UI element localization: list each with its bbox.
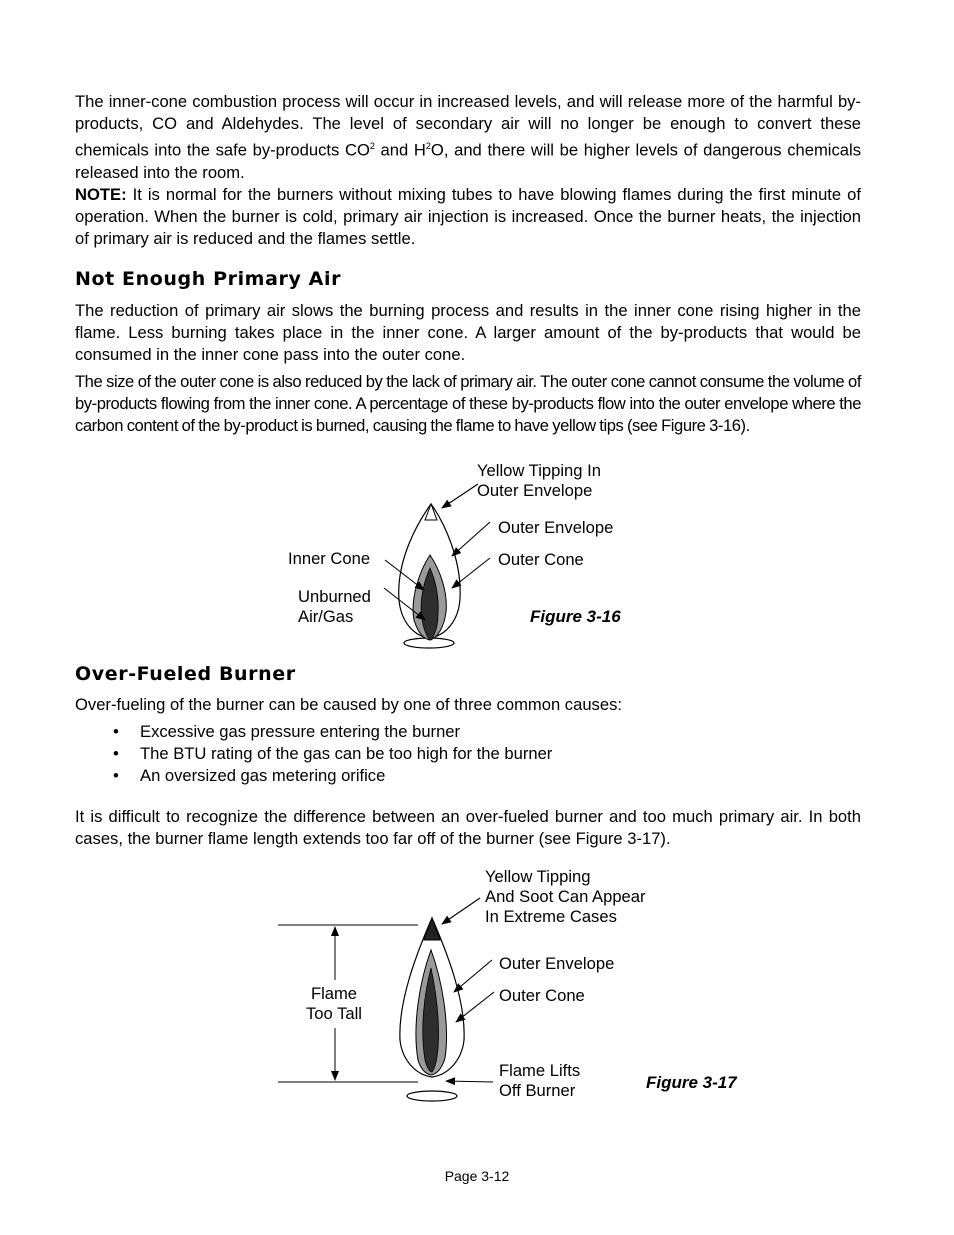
fig17-label-yellow-tipping-soot: Yellow Tipping And Soot Can Appear In Extreme Cases — [485, 867, 646, 926]
figure-3-17-caption: Figure 3-17 — [646, 1073, 737, 1092]
note-paragraph: NOTE: It is normal for the burners without mixing tubes to have blowing flames during the first minute of operation. When the burner is cold, primary air injection is increased. Once the burner heats, the injection of primary air is reduced and the flames settle. — [75, 185, 861, 248]
section2-intro-paragraph: Over-fueling of the burner can be caused by one of three common causes: — [75, 695, 622, 714]
fig16-label-outer-envelope: Outer Envelope — [498, 518, 614, 537]
section-heading-over-fueled-burner: Over-Fueled Burner — [75, 663, 296, 685]
fig17-label-flame-too-tall: Flame Too Tall — [306, 984, 362, 1023]
note-label: NOTE: — [75, 185, 127, 204]
figure-3-16-caption: Figure 3-16 — [530, 607, 621, 626]
fig16-label-outer-cone: Outer Cone — [498, 550, 584, 569]
fig16-label-yellow-tipping: Yellow Tipping In Outer Envelope — [477, 461, 601, 500]
fig17-label-outer-envelope: Outer Envelope — [499, 954, 615, 973]
fig17-label-outer-cone: Outer Cone — [499, 986, 585, 1005]
section1-paragraph-1: The reduction of primary air slows the burning process and results in the inner cone rising higher in the flame. Less burning takes place in the inner cone. A larger amount of the by-products that would be consumed in the inner cone pass into the outer cone. — [75, 301, 861, 364]
section1-paragraph-2: The size of the outer cone is also reduced by the lack of primary air. The outer cone cannot consume the volume of by-products flowing from the inner cone. A percentage of these by-products flow into the outer envelope where the carbon content of the by-product is burned, causing the flame to have yellow tips (see Figure 3-16). — [75, 372, 861, 435]
list-item: • Excessive gas pressure entering the burner — [113, 722, 461, 741]
section2-paragraph-2: It is difficult to recognize the difference between an over-fueled burner and too much primary air. In both cases, the burner flame length extends too far off of the burner (see Figure 3-17). — [75, 807, 861, 848]
fig16-label-inner-cone: Inner Cone — [288, 549, 371, 568]
section-heading-not-enough-primary-air: Not Enough Primary Air — [75, 268, 342, 290]
fig16-label-unburned-air-gas: Unburned Air/Gas — [298, 587, 371, 626]
fig17-label-flame-lifts: Flame Lifts Off Burner — [499, 1061, 581, 1100]
intro-paragraph: The inner-cone combustion process will occur in increased levels, and will release more of the harmful by-products, CO and Aldehydes. The level of secondary air will no longer be enough to convert these chemicals into the safe by-products $CO^2$ and $H^2O$, and there will be higher levels of dangerous chemicals released into the room. — [75, 92, 861, 182]
list-item: • An oversized gas metering orifice — [113, 766, 386, 785]
list-item: • The BTU rating of the gas can be too high for the burner — [113, 744, 553, 763]
page-number: Page 3-12 — [444, 1168, 510, 1184]
